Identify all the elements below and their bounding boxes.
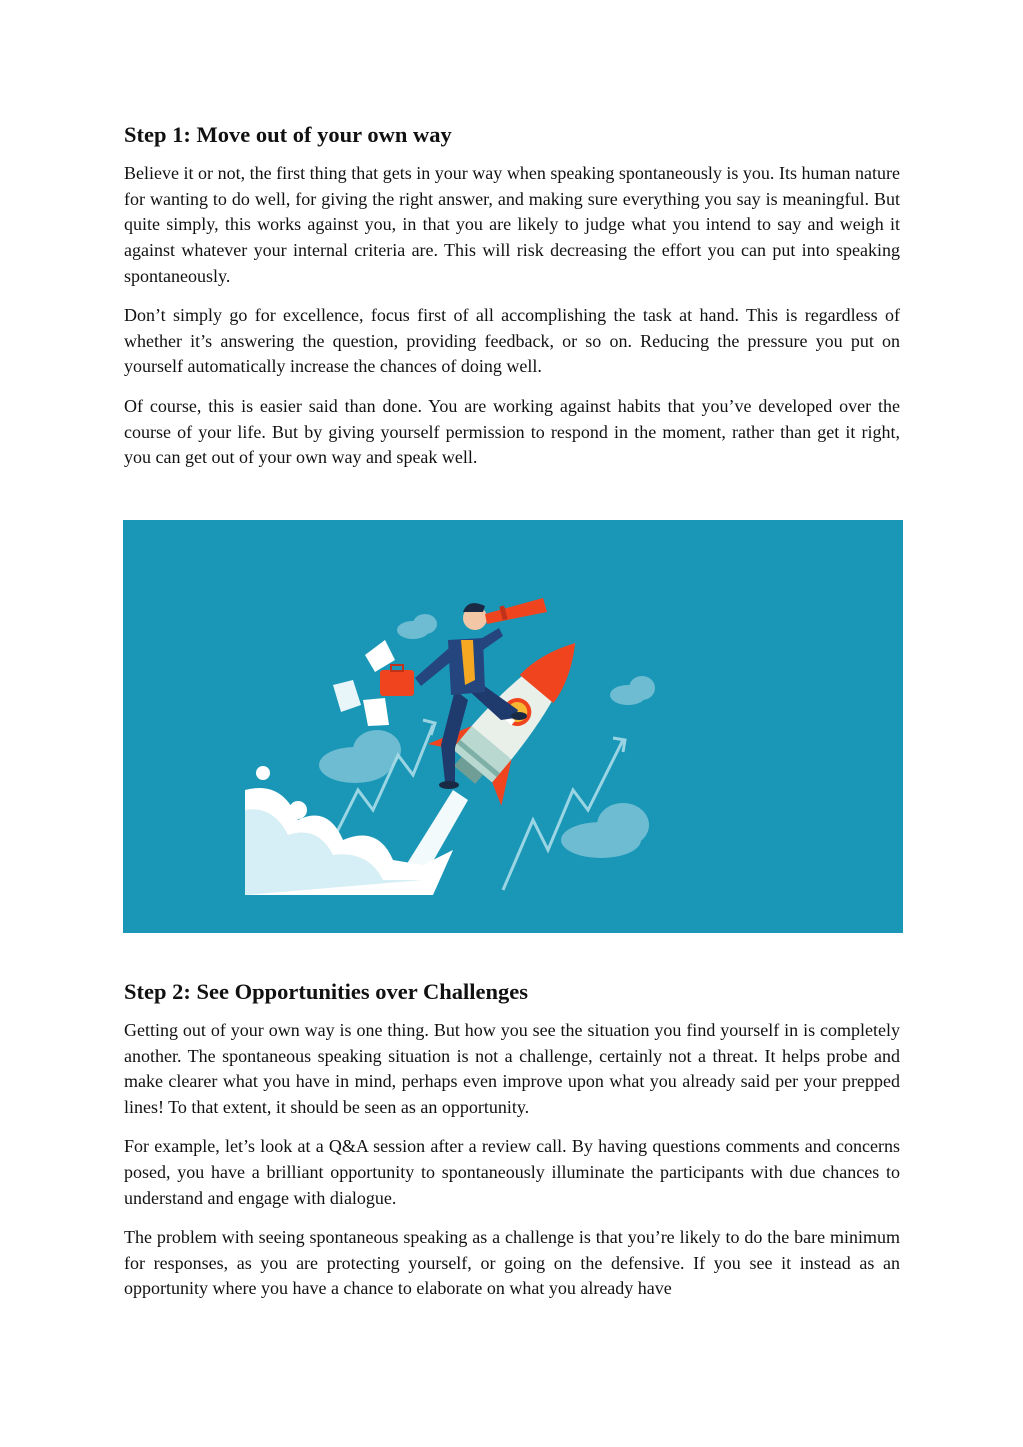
section-step-1 [124,120,900,471]
document-page [124,120,900,1316]
step-2-paragraph-1: Getting out of your own way is one thing. But how you see the situation you find yourself in is completely another. The spontaneous speaking situation is not a challenge, certainly not a threat. It helps probe and make clearer what you have in mind, perhaps even improve upon what you already said per your prepped lines! To that extent, it should be seen as an opportunity. [124,1020,900,1117]
step-2-heading: Step 2: See Opportunities over Challenges [124,978,528,1004]
rocket-businessman-illustration [123,520,903,933]
section-step-2 [124,977,900,1302]
step-2-paragraph-3: The problem with seeing spontaneous speaking as a challenge is that you’re likely to do the bare minimum for responses, as you are protecting yourself, or going on the defensive. If you see it instead as an opportunity where you have a chance to elaborate on what you already have [124,1227,900,1299]
step-1-paragraph-1: Believe it or not, the first thing that gets in your way when speaking spontaneously is you. Its human nature for wanting to do well, for giving the right answer, and making sure everything you say is meaningful. But quite simply, this works against you, in that you are likely to judge what you intend to say and weigh it against whatever your internal criteria are. This will risk decreasing the effort you can put into speaking spontaneously. [124,163,900,286]
step-1-paragraph-3: Of course, this is easier said than done. You are working against habits that you’ve developed over the course of your life. But by giving yourself permission to respond in the moment, rather than get it right, you can get out of your own way and speak well. [124,396,900,468]
step-1-paragraph-2: Don’t simply go for excellence, focus first of all accomplishing the task at hand. This is regardless of whether it’s answering the question, providing feedback, or so on. Reducing the pressure you put on yourself automatically increase the chances of doing well. [124,305,900,377]
step-1-heading: Step 1: Move out of your own way [124,122,452,147]
step-2-paragraph-2: For example, let’s look at a Q&A session after a review call. By having questions comments and concerns posed, you have a brilliant opportunity to spontaneously illuminate the participants with due chances to understand and engage with dialogue. [124,1136,900,1208]
